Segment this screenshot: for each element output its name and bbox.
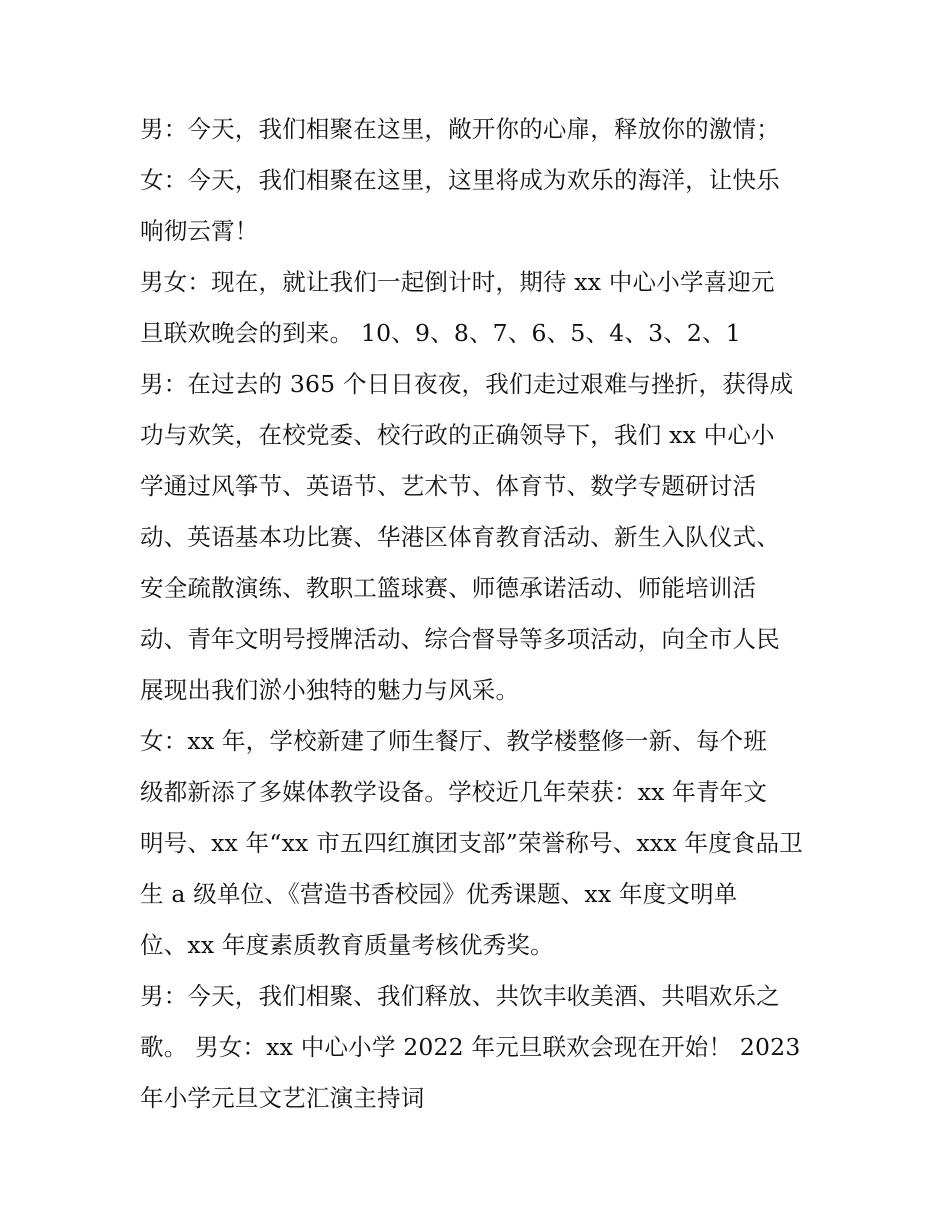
text-line: 女：xx 年，学校新建了师生餐厅、教学楼整修一新、每个班 (140, 727, 768, 755)
text-line: 旦联欢晚会的到来。 10、9、8、7、6、5、4、3、2、1 (140, 319, 741, 347)
text-line: 男：今天，我们相聚在这里，敞开你的心扉，释放你的激情； (140, 115, 780, 143)
text-line: 位、xx 年度素质教育质量考核优秀奖。 (140, 931, 554, 959)
text-line: 展现出我们淤小独特的魅力与风采。 (140, 676, 520, 704)
text-line: 男女：现在，就让我们一起倒计时，期待 xx 中心小学喜迎元 (140, 268, 775, 296)
text-line: 生 a 级单位、《营造书香校园》优秀课题、xx 年度文明单 (140, 880, 738, 908)
text-line: 学通过风筝节、英语节、艺术节、体育节、数学专题研讨活 (140, 472, 757, 500)
text-line: 明号、xx 年“xx 市五四红旗团支部”荣誉称号、xxx 年度食品卫 (140, 829, 804, 857)
text-line: 响彻云霄！ (140, 217, 259, 245)
text-line: 安全疏散演练、教职工篮球赛、师德承诺活动、师能培训活 (140, 574, 757, 602)
text-line: 动、英语基本功比赛、华港区体育教育活动、新生入队仪式、 (140, 523, 780, 551)
text-line: 年小学元旦文艺汇演主持词 (140, 1084, 425, 1112)
text-line: 女：今天，我们相聚在这里，这里将成为欢乐的海洋，让快乐 (140, 166, 780, 194)
text-line: 男：今天，我们相聚、我们释放、共饮丰收美酒、共唱欢乐之 (140, 982, 780, 1010)
text-line: 歌。 男女：xx 中心小学 2022 年元旦联欢会现在开始！ 2023 (140, 1033, 801, 1061)
text-line: 动、青年文明号授牌活动、综合督导等多项活动，向全市人民 (140, 625, 780, 653)
text-line: 级都新添了多媒体教学设备。学校近几年荣获：xx 年青年文 (140, 778, 768, 806)
document-body (140, 104, 820, 1124)
text-line: 功与欢笑，在校党委、校行政的正确领导下，我们 xx 中心小 (140, 421, 775, 449)
text-line: 男：在过去的 365 个日日夜夜，我们走过艰难与挫折，获得成 (140, 370, 794, 398)
